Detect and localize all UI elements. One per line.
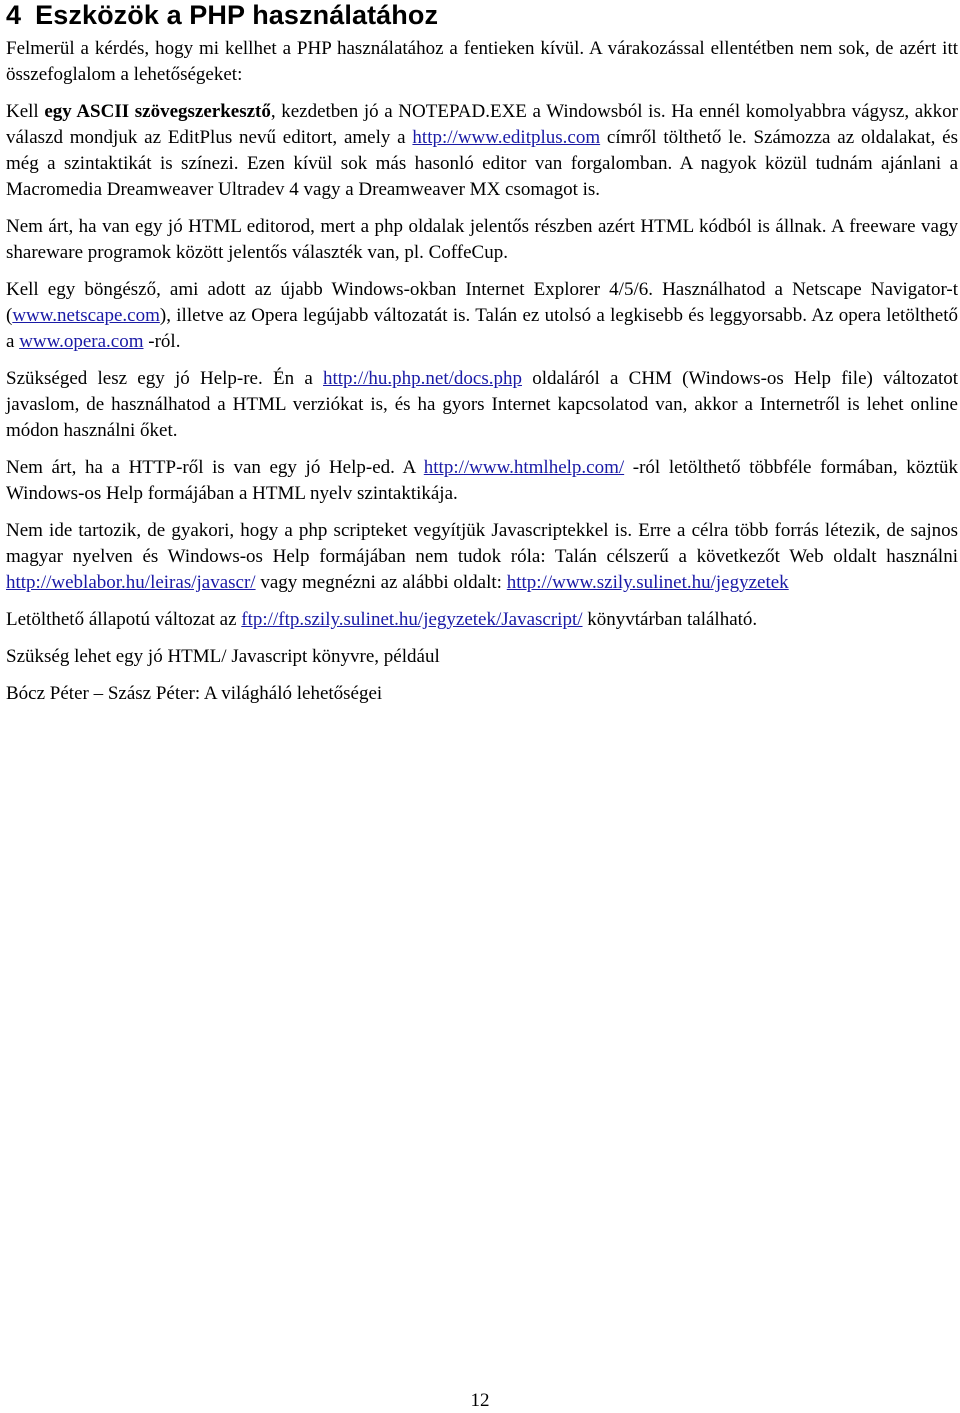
javascript-paragraph: Nem ide tartozik, de gyakori, hogy a php scripteket vegyítjük Javascriptekkel is. Erre a célra több forrás létezik, de sajnos magyar nyelven és Windows-os Help formájában nem tudok róla: Talán célszerű a következőt Web oldalt használni http://weblabor.hu/leiras/javascr/ vagy megnézni az alábbi oldalt: http://www.szily.sulinet.hu/jegyzetek (6, 520, 958, 593)
link-ftp-javascript[interactable]: ftp://ftp.szily.sulinet.hu/jegyzetek/Javascript/ (241, 609, 583, 630)
browser-paragraph: Kell egy böngésző, ami adott az újabb Windows-okban Internet Explorer 4/5/6. Használhatod a Netscape Navigator-t (www.netscape.com), illetve az Opera legújabb változatát is. Talán ez utolsó a legkisebb és leggyorsabb. Az opera letölthető a www.opera.com -ról. (6, 279, 958, 352)
link-weblabor[interactable]: http://weblabor.hu/leiras/javascr/ (6, 572, 256, 593)
link-szily-jegyzetek[interactable]: http://www.szily.sulinet.hu/jegyzetek (506, 572, 789, 593)
download-paragraph: Letölthető állapotú változat az ftp://ftp.szily.sulinet.hu/jegyzetek/Javascript/ könyvtárban található. (6, 609, 758, 630)
help-paragraph: Szükséged lesz egy jó Help-re. Én a http://hu.php.net/docs.php oldaláról a CHM (Windows-os Help file) változatot javaslom, de használhatod a HTML verziókat is, és ha gyors Internet kapcsolatod van, akkor a Internetről is lehet online módon használni őket. (6, 368, 958, 441)
book-reference: Bócz Péter – Szász Péter: A világháló lehetőségei (6, 683, 383, 704)
http-help-paragraph: Nem árt, ha a HTTP-ről is van egy jó Help-ed. A http://www.htmlhelp.com/ -ról letölthető többféle formában, köztük Windows-os Help formájában a HTML nyelv szintaktikája. (6, 457, 958, 504)
link-htmlhelp[interactable]: http://www.htmlhelp.com/ (423, 457, 625, 478)
page-number: 12 (470, 1390, 490, 1411)
section-number: 4 (6, 0, 22, 30)
intro-paragraph: Felmerül a kérdés, hogy mi kellhet a PHP használatához a fentieken kívül. A várakozással ellentétben nem sok, de azért itt összefoglalom a lehetőségeket: (6, 38, 958, 85)
emphasis-ascii-editor: egy ASCII szövegszerkesztő (44, 101, 271, 122)
document-page (6, 0, 958, 707)
link-editplus[interactable]: http://www.editplus.com (412, 127, 601, 148)
section-title: Eszközök a PHP használatához (35, 0, 439, 30)
section-heading (6, 0, 958, 30)
html-editor-paragraph: Nem árt, ha van egy jó HTML editorod, mert a php oldalak jelentős részben azért HTML kódból is állnak. A freeware vagy shareware programok között jelentős választék van, pl. CoffeCup. (6, 216, 958, 263)
link-opera[interactable]: www.opera.com (19, 331, 144, 352)
link-php-docs[interactable]: http://hu.php.net/docs.php (323, 368, 522, 389)
editor-paragraph: Kell egy ASCII szövegszerkesztő, kezdetben jó a NOTEPAD.EXE a Windowsból is. Ha ennél komolyabbra vágysz, akkor válaszd mondjuk az EditPlus nevű editort, amely a http://www.editplus.com címről tölthető le. Számozza az oldalakat, és még a szintaktikát is színezi. Ezen kívül sok más hasonló editor van forgalomban. A nagyok közül tudnám ajánlani a Macromedia Dreamweaver Ultradev 4 vagy a Dreamweaver MX csomagot is. (6, 101, 958, 200)
link-netscape[interactable]: www.netscape.com (12, 305, 160, 326)
book-paragraph: Szükség lehet egy jó HTML/ Javascript könyvre, például (6, 646, 440, 667)
